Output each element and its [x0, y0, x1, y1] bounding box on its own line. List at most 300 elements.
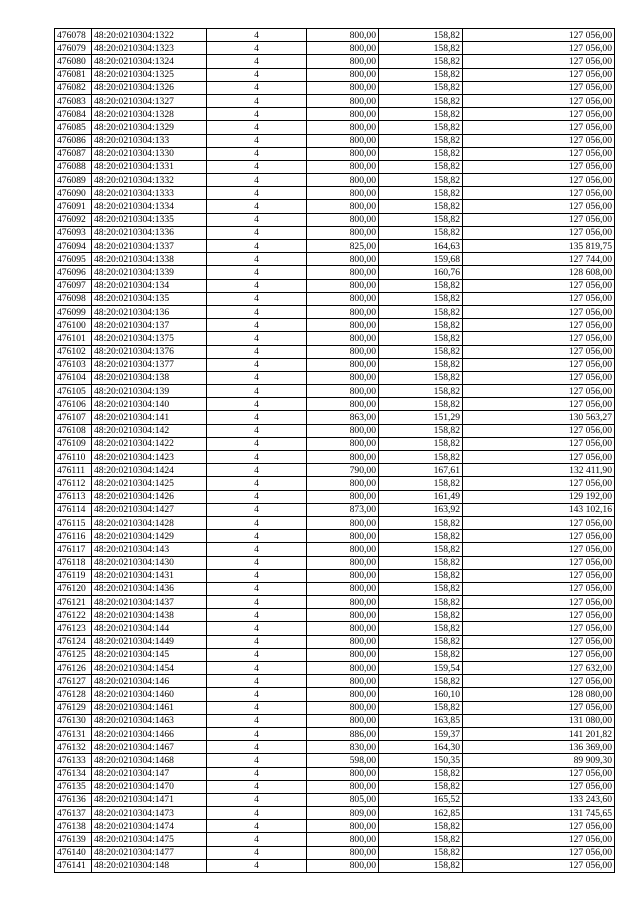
table-row	[55, 94, 615, 107]
cell-row-number: 476091	[55, 200, 92, 213]
cell-area: 800,00	[307, 174, 379, 187]
cell-group: 4	[207, 29, 307, 42]
cell-cadastral-value: 127 056,00	[463, 160, 615, 173]
cell-unit-value: 167,61	[379, 464, 463, 477]
cell-row-number: 476129	[55, 701, 92, 714]
cell-cadastral-value: 127 056,00	[463, 477, 615, 490]
cell-row-number: 476125	[55, 648, 92, 661]
cell-cadastral-value: 127 056,00	[463, 292, 615, 305]
cell-area: 800,00	[307, 279, 379, 292]
cell-group: 4	[207, 780, 307, 793]
cell-cadastral-value: 127 056,00	[463, 635, 615, 648]
cell-area: 800,00	[307, 332, 379, 345]
cell-unit-value: 158,82	[379, 477, 463, 490]
cell-unit-value: 158,82	[379, 187, 463, 200]
cell-unit-value: 159,37	[379, 727, 463, 740]
cell-row-number: 476121	[55, 596, 92, 609]
cell-cadastral-number: 48:20:0210304:137	[92, 319, 207, 332]
cell-area: 800,00	[307, 780, 379, 793]
cell-cadastral-value: 127 632,00	[463, 662, 615, 675]
cell-row-number: 476135	[55, 780, 92, 793]
cell-area: 800,00	[307, 68, 379, 81]
cell-unit-value: 163,92	[379, 503, 463, 516]
cell-area: 800,00	[307, 609, 379, 622]
document-page	[54, 28, 614, 873]
cell-unit-value: 158,82	[379, 81, 463, 94]
table-row	[55, 793, 615, 806]
cell-unit-value: 158,82	[379, 701, 463, 714]
cell-cadastral-number: 48:20:0210304:1473	[92, 807, 207, 820]
cell-cadastral-value: 127 056,00	[463, 332, 615, 345]
cell-cadastral-number: 48:20:0210304:1376	[92, 345, 207, 358]
cell-unit-value: 158,82	[379, 292, 463, 305]
cell-row-number: 476112	[55, 477, 92, 490]
cell-area: 800,00	[307, 569, 379, 582]
cell-area: 800,00	[307, 226, 379, 239]
cell-cadastral-value: 127 056,00	[463, 596, 615, 609]
table-row	[55, 820, 615, 833]
cell-unit-value: 158,82	[379, 42, 463, 55]
cell-cadastral-value: 127 056,00	[463, 424, 615, 437]
cell-group: 4	[207, 490, 307, 503]
cell-row-number: 476115	[55, 516, 92, 529]
cell-cadastral-number: 48:20:0210304:141	[92, 411, 207, 424]
table-row	[55, 635, 615, 648]
cell-cadastral-number: 48:20:0210304:1339	[92, 266, 207, 279]
table-row	[55, 226, 615, 239]
cell-row-number: 476128	[55, 688, 92, 701]
cell-unit-value: 158,82	[379, 451, 463, 464]
cell-cadastral-number: 48:20:0210304:148	[92, 859, 207, 872]
cell-unit-value: 158,82	[379, 635, 463, 648]
cell-cadastral-number: 48:20:0210304:1430	[92, 556, 207, 569]
cell-row-number: 476085	[55, 121, 92, 134]
table-row	[55, 147, 615, 160]
cell-area: 800,00	[307, 213, 379, 226]
cell-unit-value: 158,82	[379, 675, 463, 688]
cell-cadastral-number: 48:20:0210304:145	[92, 648, 207, 661]
cell-unit-value: 150,35	[379, 754, 463, 767]
table-row	[55, 675, 615, 688]
table-row	[55, 305, 615, 318]
cadastral-value-table	[54, 28, 615, 873]
cell-group: 4	[207, 424, 307, 437]
cell-cadastral-number: 48:20:0210304:1336	[92, 226, 207, 239]
cell-unit-value: 158,82	[379, 55, 463, 68]
cell-group: 4	[207, 108, 307, 121]
table-row	[55, 187, 615, 200]
table-row	[55, 332, 615, 345]
cell-unit-value: 158,82	[379, 859, 463, 872]
cell-group: 4	[207, 319, 307, 332]
cell-area: 800,00	[307, 516, 379, 529]
table-row	[55, 846, 615, 859]
cell-unit-value: 158,82	[379, 319, 463, 332]
cell-cadastral-value: 127 056,00	[463, 319, 615, 332]
cell-cadastral-value: 127 744,00	[463, 253, 615, 266]
cell-group: 4	[207, 727, 307, 740]
cell-row-number: 476124	[55, 635, 92, 648]
cell-area: 800,00	[307, 121, 379, 134]
cell-row-number: 476083	[55, 94, 92, 107]
cell-unit-value: 158,82	[379, 332, 463, 345]
cell-cadastral-number: 48:20:0210304:1428	[92, 516, 207, 529]
table-row	[55, 279, 615, 292]
cell-cadastral-number: 48:20:0210304:1332	[92, 174, 207, 187]
cell-unit-value: 158,82	[379, 530, 463, 543]
cell-row-number: 476081	[55, 68, 92, 81]
cell-row-number: 476110	[55, 451, 92, 464]
cell-row-number: 476136	[55, 793, 92, 806]
cell-area: 800,00	[307, 662, 379, 675]
cell-group: 4	[207, 846, 307, 859]
cell-cadastral-value: 127 056,00	[463, 345, 615, 358]
cell-cadastral-number: 48:20:0210304:134	[92, 279, 207, 292]
cell-group: 4	[207, 121, 307, 134]
cell-cadastral-number: 48:20:0210304:143	[92, 543, 207, 556]
cell-area: 800,00	[307, 424, 379, 437]
cell-unit-value: 158,82	[379, 833, 463, 846]
table-row	[55, 200, 615, 213]
cell-group: 4	[207, 596, 307, 609]
table-row	[55, 767, 615, 780]
cell-group: 4	[207, 675, 307, 688]
cell-group: 4	[207, 569, 307, 582]
cell-cadastral-value: 131 080,00	[463, 714, 615, 727]
cell-row-number: 476088	[55, 160, 92, 173]
cell-cadastral-value: 143 102,16	[463, 503, 615, 516]
cell-row-number: 476093	[55, 226, 92, 239]
table-row	[55, 266, 615, 279]
table-row	[55, 240, 615, 253]
cell-group: 4	[207, 226, 307, 239]
cell-area: 800,00	[307, 530, 379, 543]
cell-group: 4	[207, 398, 307, 411]
cell-area: 800,00	[307, 147, 379, 160]
cell-cadastral-value: 129 192,00	[463, 490, 615, 503]
cell-cadastral-number: 48:20:0210304:139	[92, 385, 207, 398]
cell-group: 4	[207, 266, 307, 279]
cell-row-number: 476111	[55, 464, 92, 477]
cell-area: 800,00	[307, 266, 379, 279]
table-row	[55, 516, 615, 529]
cell-cadastral-number: 48:20:0210304:1438	[92, 609, 207, 622]
cell-area: 800,00	[307, 345, 379, 358]
cell-cadastral-value: 127 056,00	[463, 213, 615, 226]
cell-cadastral-number: 48:20:0210304:1454	[92, 662, 207, 675]
cell-cadastral-number: 48:20:0210304:1429	[92, 530, 207, 543]
cell-unit-value: 158,82	[379, 134, 463, 147]
cell-group: 4	[207, 134, 307, 147]
cell-area: 805,00	[307, 793, 379, 806]
cell-cadastral-number: 48:20:0210304:1324	[92, 55, 207, 68]
cell-cadastral-number: 48:20:0210304:1431	[92, 569, 207, 582]
table-row	[55, 464, 615, 477]
table-row	[55, 358, 615, 371]
cell-group: 4	[207, 556, 307, 569]
cell-row-number: 476096	[55, 266, 92, 279]
cell-area: 800,00	[307, 385, 379, 398]
cell-cadastral-value: 127 056,00	[463, 556, 615, 569]
cell-area: 800,00	[307, 81, 379, 94]
cell-cadastral-number: 48:20:0210304:1377	[92, 358, 207, 371]
cell-group: 4	[207, 292, 307, 305]
cell-group: 4	[207, 820, 307, 833]
cell-cadastral-value: 127 056,00	[463, 94, 615, 107]
cell-area: 800,00	[307, 319, 379, 332]
cell-unit-value: 158,82	[379, 398, 463, 411]
table-row	[55, 134, 615, 147]
cell-row-number: 476118	[55, 556, 92, 569]
cell-cadastral-value: 127 056,00	[463, 134, 615, 147]
table-row	[55, 424, 615, 437]
cell-cadastral-value: 141 201,82	[463, 727, 615, 740]
cell-unit-value: 158,82	[379, 29, 463, 42]
cell-cadastral-number: 48:20:0210304:1335	[92, 213, 207, 226]
cell-unit-value: 158,82	[379, 279, 463, 292]
table-row	[55, 569, 615, 582]
table-row	[55, 477, 615, 490]
cell-unit-value: 158,82	[379, 213, 463, 226]
cell-group: 4	[207, 622, 307, 635]
cell-unit-value: 158,82	[379, 305, 463, 318]
cell-row-number: 476114	[55, 503, 92, 516]
cell-row-number: 476097	[55, 279, 92, 292]
cell-group: 4	[207, 543, 307, 556]
cell-cadastral-value: 127 056,00	[463, 780, 615, 793]
cell-cadastral-number: 48:20:0210304:135	[92, 292, 207, 305]
cell-cadastral-value: 127 056,00	[463, 437, 615, 450]
table-row	[55, 160, 615, 173]
cell-row-number: 476139	[55, 833, 92, 846]
table-row	[55, 688, 615, 701]
cell-cadastral-number: 48:20:0210304:1468	[92, 754, 207, 767]
cell-row-number: 476099	[55, 305, 92, 318]
cell-row-number: 476103	[55, 358, 92, 371]
cell-unit-value: 158,82	[379, 174, 463, 187]
cell-group: 4	[207, 411, 307, 424]
cell-area: 800,00	[307, 42, 379, 55]
table-row	[55, 556, 615, 569]
cell-area: 800,00	[307, 622, 379, 635]
cell-cadastral-value: 127 056,00	[463, 846, 615, 859]
cell-cadastral-number: 48:20:0210304:1437	[92, 596, 207, 609]
cell-group: 4	[207, 464, 307, 477]
cell-row-number: 476117	[55, 543, 92, 556]
cell-cadastral-value: 127 056,00	[463, 358, 615, 371]
cell-group: 4	[207, 477, 307, 490]
cell-area: 873,00	[307, 503, 379, 516]
cell-cadastral-value: 133 243,60	[463, 793, 615, 806]
cell-cadastral-value: 127 056,00	[463, 174, 615, 187]
cell-cadastral-value: 127 056,00	[463, 451, 615, 464]
cell-unit-value: 158,82	[379, 780, 463, 793]
cell-cadastral-number: 48:20:0210304:1334	[92, 200, 207, 213]
table-row	[55, 596, 615, 609]
cell-unit-value: 158,82	[379, 68, 463, 81]
cell-row-number: 476107	[55, 411, 92, 424]
cell-cadastral-value: 127 056,00	[463, 68, 615, 81]
cell-cadastral-number: 48:20:0210304:1460	[92, 688, 207, 701]
cell-row-number: 476084	[55, 108, 92, 121]
cell-cadastral-number: 48:20:0210304:1331	[92, 160, 207, 173]
cell-row-number: 476133	[55, 754, 92, 767]
cell-cadastral-value: 127 056,00	[463, 648, 615, 661]
cell-cadastral-value: 127 056,00	[463, 701, 615, 714]
table-row	[55, 833, 615, 846]
cell-row-number: 476079	[55, 42, 92, 55]
cell-cadastral-value: 127 056,00	[463, 55, 615, 68]
cell-area: 800,00	[307, 846, 379, 859]
table-row	[55, 582, 615, 595]
cell-unit-value: 160,10	[379, 688, 463, 701]
cell-cadastral-number: 48:20:0210304:1327	[92, 94, 207, 107]
cell-area: 800,00	[307, 714, 379, 727]
cell-cadastral-number: 48:20:0210304:1470	[92, 780, 207, 793]
cell-cadastral-value: 127 056,00	[463, 29, 615, 42]
cell-group: 4	[207, 741, 307, 754]
cell-cadastral-number: 48:20:0210304:1477	[92, 846, 207, 859]
cell-cadastral-value: 127 056,00	[463, 108, 615, 121]
cell-cadastral-value: 131 745,65	[463, 807, 615, 820]
cell-cadastral-number: 48:20:0210304:1426	[92, 490, 207, 503]
cell-area: 800,00	[307, 451, 379, 464]
cell-group: 4	[207, 187, 307, 200]
cell-unit-value: 158,82	[379, 582, 463, 595]
cell-unit-value: 160,76	[379, 266, 463, 279]
cell-area: 825,00	[307, 240, 379, 253]
cell-row-number: 476105	[55, 385, 92, 398]
cell-cadastral-value: 127 056,00	[463, 385, 615, 398]
cell-cadastral-number: 48:20:0210304:1436	[92, 582, 207, 595]
cell-area: 800,00	[307, 187, 379, 200]
cell-unit-value: 158,82	[379, 358, 463, 371]
cell-unit-value: 165,52	[379, 793, 463, 806]
cell-group: 4	[207, 714, 307, 727]
cell-group: 4	[207, 701, 307, 714]
cell-area: 800,00	[307, 94, 379, 107]
cell-cadastral-number: 48:20:0210304:1326	[92, 81, 207, 94]
cell-cadastral-value: 89 909,30	[463, 754, 615, 767]
cell-group: 4	[207, 240, 307, 253]
cell-cadastral-number: 48:20:0210304:140	[92, 398, 207, 411]
cell-unit-value: 158,82	[379, 569, 463, 582]
cell-area: 830,00	[307, 741, 379, 754]
cell-unit-value: 158,82	[379, 767, 463, 780]
cell-row-number: 476098	[55, 292, 92, 305]
cell-cadastral-value: 127 056,00	[463, 543, 615, 556]
cell-cadastral-number: 48:20:0210304:1333	[92, 187, 207, 200]
cell-cadastral-value: 127 056,00	[463, 609, 615, 622]
cell-cadastral-value: 127 056,00	[463, 582, 615, 595]
cell-group: 4	[207, 81, 307, 94]
cell-row-number: 476108	[55, 424, 92, 437]
cell-cadastral-number: 48:20:0210304:1323	[92, 42, 207, 55]
cell-cadastral-value: 127 056,00	[463, 767, 615, 780]
cell-group: 4	[207, 859, 307, 872]
cell-group: 4	[207, 503, 307, 516]
cell-area: 800,00	[307, 820, 379, 833]
cell-cadastral-number: 48:20:0210304:138	[92, 371, 207, 384]
cell-group: 4	[207, 213, 307, 226]
cell-unit-value: 162,85	[379, 807, 463, 820]
cell-cadastral-value: 127 056,00	[463, 675, 615, 688]
cell-group: 4	[207, 582, 307, 595]
table-row	[55, 622, 615, 635]
cell-row-number: 476123	[55, 622, 92, 635]
cell-group: 4	[207, 174, 307, 187]
cell-row-number: 476106	[55, 398, 92, 411]
cell-unit-value: 158,82	[379, 648, 463, 661]
cell-group: 4	[207, 253, 307, 266]
cell-group: 4	[207, 516, 307, 529]
cell-group: 4	[207, 807, 307, 820]
cell-cadastral-number: 48:20:0210304:1461	[92, 701, 207, 714]
cell-area: 863,00	[307, 411, 379, 424]
cell-row-number: 476116	[55, 530, 92, 543]
cell-row-number: 476092	[55, 213, 92, 226]
cell-cadastral-number: 48:20:0210304:1328	[92, 108, 207, 121]
cell-area: 800,00	[307, 358, 379, 371]
cell-unit-value: 158,82	[379, 121, 463, 134]
cell-cadastral-value: 127 056,00	[463, 530, 615, 543]
cell-cadastral-value: 130 563,27	[463, 411, 615, 424]
cell-area: 800,00	[307, 648, 379, 661]
cell-cadastral-value: 127 056,00	[463, 147, 615, 160]
cell-unit-value: 158,82	[379, 94, 463, 107]
cell-cadastral-number: 48:20:0210304:1427	[92, 503, 207, 516]
cell-group: 4	[207, 200, 307, 213]
cell-row-number: 476090	[55, 187, 92, 200]
cell-group: 4	[207, 754, 307, 767]
cell-cadastral-value: 132 411,90	[463, 464, 615, 477]
table-row	[55, 42, 615, 55]
cell-area: 800,00	[307, 108, 379, 121]
cell-row-number: 476082	[55, 81, 92, 94]
table-row	[55, 108, 615, 121]
cell-row-number: 476132	[55, 741, 92, 754]
cell-unit-value: 158,82	[379, 820, 463, 833]
cell-area: 790,00	[307, 464, 379, 477]
cell-group: 4	[207, 279, 307, 292]
table-row	[55, 754, 615, 767]
cell-area: 800,00	[307, 292, 379, 305]
cell-row-number: 476078	[55, 29, 92, 42]
cell-unit-value: 158,82	[379, 200, 463, 213]
table-row	[55, 648, 615, 661]
cell-cadastral-number: 48:20:0210304:1424	[92, 464, 207, 477]
cell-cadastral-value: 127 056,00	[463, 81, 615, 94]
cell-group: 4	[207, 385, 307, 398]
cell-cadastral-number: 48:20:0210304:146	[92, 675, 207, 688]
cell-area: 800,00	[307, 134, 379, 147]
cell-group: 4	[207, 147, 307, 160]
cell-group: 4	[207, 767, 307, 780]
cell-cadastral-number: 48:20:0210304:142	[92, 424, 207, 437]
cell-cadastral-value: 128 080,00	[463, 688, 615, 701]
table-row	[55, 543, 615, 556]
cell-cadastral-number: 48:20:0210304:1474	[92, 820, 207, 833]
cell-cadastral-value: 127 056,00	[463, 200, 615, 213]
cell-area: 800,00	[307, 437, 379, 450]
cell-cadastral-number: 48:20:0210304:1425	[92, 477, 207, 490]
cell-area: 800,00	[307, 305, 379, 318]
cell-area: 800,00	[307, 701, 379, 714]
cell-cadastral-value: 127 056,00	[463, 371, 615, 384]
cell-group: 4	[207, 793, 307, 806]
cell-area: 800,00	[307, 596, 379, 609]
cell-cadastral-number: 48:20:0210304:144	[92, 622, 207, 635]
